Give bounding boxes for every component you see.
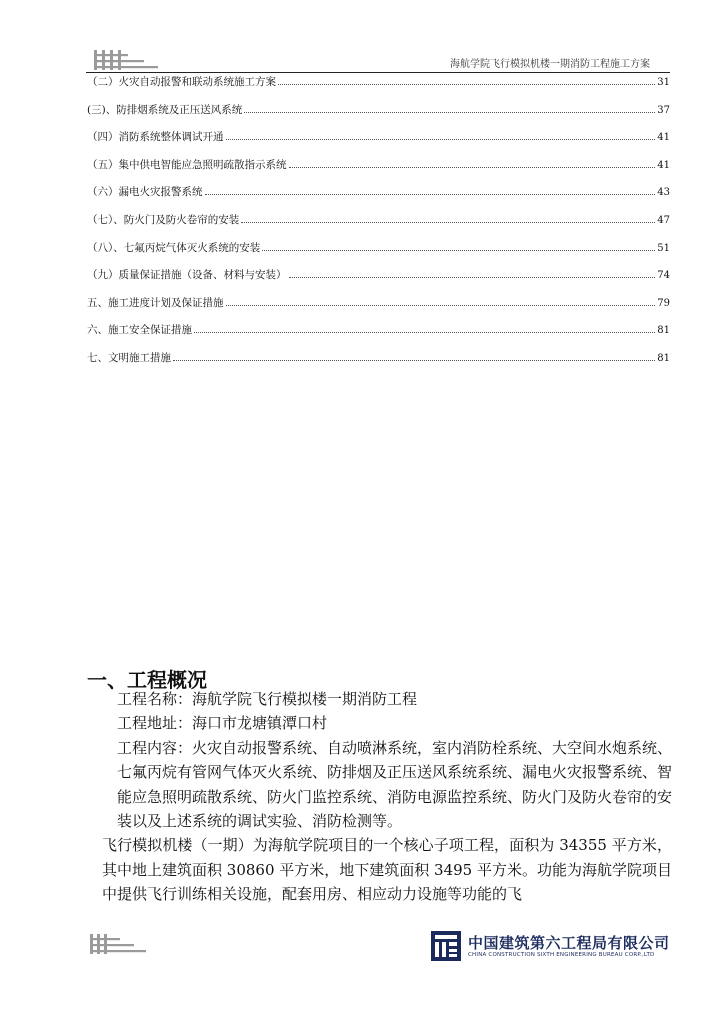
toc-entry-page: 41 xyxy=(657,132,670,144)
toc-entry-label: （二）火灾自动报警和联动系统施工方案 xyxy=(87,76,276,88)
toc-leader-dots xyxy=(205,193,656,195)
toc-entry[interactable] xyxy=(87,267,670,295)
toc-entry[interactable] xyxy=(87,240,670,268)
toc-entry-page: 51 xyxy=(657,242,670,254)
toc-leader-dots xyxy=(194,331,655,333)
toc-entry-label: （四）消防系统整体调试开通 xyxy=(87,131,224,144)
toc-entry[interactable] xyxy=(87,157,670,185)
toc-entry-label: 七、文明施工措施 xyxy=(87,351,171,364)
toc-leader-dots xyxy=(278,83,655,85)
toc-entry-label: （五）集中供电智能应急照明疏散指示系统 xyxy=(87,158,287,171)
toc-entry-label: 五、施工进度计划及保证措施 xyxy=(87,296,224,309)
toc-entry-page: 37 xyxy=(657,104,670,116)
company-name: 中国建筑第六工程局有限公司 xyxy=(468,934,670,952)
toc-entry-label: （六）漏电火灾报警系统 xyxy=(87,186,203,199)
toc-entry-page: 31 xyxy=(657,77,670,88)
project-overview-paragraph: 飞行模拟机楼（一期）为海航学院项目的一个核心子项工程，面积为 34355 平方米，其中地上建筑面积 30860 平方米，地下建筑面积 3495 平方米。功能为海航学院项目中提供飞行训练相关设施，配套用房、相应动力设施等功能的飞 xyxy=(102,836,672,904)
company-branding xyxy=(430,930,670,964)
toc-leader-dots xyxy=(289,276,656,278)
toc-entry-label: （八）、七氟丙烷气体灭火系统的安装 xyxy=(87,241,261,254)
company-english-name: CHINA CONSTRUCTION SIXTH ENGINEERING BUREAU CORP.,LTD xyxy=(468,952,655,958)
project-address-paragraph: 工程地址：海口市龙塘镇潭口村 xyxy=(117,714,328,733)
header-divider xyxy=(86,72,670,73)
toc-entry[interactable] xyxy=(87,295,670,323)
toc-entry[interactable] xyxy=(87,212,670,240)
header-title: 海航学院飞行模拟机楼一期消防工程施工方案 xyxy=(450,59,650,70)
toc-leader-dots xyxy=(226,304,656,306)
toc-entry-page: 79 xyxy=(657,297,670,309)
toc-leader-dots xyxy=(226,138,656,140)
toc-leader-dots xyxy=(173,359,655,361)
toc-entry-page: 81 xyxy=(657,352,670,364)
toc-entry-label: (三)、防排烟系统及正压送风系统 xyxy=(87,103,243,116)
toc-leader-dots xyxy=(289,166,656,168)
toc-leader-dots xyxy=(262,249,655,251)
toc-leader-dots xyxy=(241,221,655,223)
toc-entry-page: 43 xyxy=(657,187,670,199)
toc-entry-page: 81 xyxy=(657,325,670,337)
toc-entry-page: 41 xyxy=(657,159,670,171)
toc-entry[interactable] xyxy=(87,102,670,130)
section-heading: 一、工程概况 xyxy=(87,668,207,692)
toc-entry-label: （九）质量保证措施（设备、材料与安装） xyxy=(87,269,287,282)
header-logo-icon xyxy=(92,48,160,72)
footer-logo-icon xyxy=(88,932,148,956)
table-of-contents xyxy=(87,74,670,378)
toc-entry[interactable] xyxy=(87,322,670,350)
toc-entry-page: 47 xyxy=(657,214,670,226)
toc-entry[interactable] xyxy=(87,184,670,212)
toc-entry-label: （七）、防火门及防火卷帘的安装 xyxy=(87,213,240,226)
toc-entry[interactable] xyxy=(87,74,670,102)
cscec-emblem-icon xyxy=(430,930,462,962)
section-body xyxy=(87,687,672,907)
toc-entry[interactable] xyxy=(87,129,670,157)
toc-entry[interactable] xyxy=(87,350,670,378)
project-name-paragraph: 工程名称：海航学院飞行模拟楼一期消防工程 xyxy=(117,690,418,708)
toc-entry-page: 74 xyxy=(657,270,670,282)
toc-entry-label: 六、施工安全保证措施 xyxy=(87,324,192,337)
toc-leader-dots xyxy=(244,111,655,113)
project-scope-paragraph: 工程内容：火灾自动报警系统、自动喷淋系统，室内消防栓系统、大空间水炮系统、七氟丙烷有管网气体灭火系统、防排烟及正压送风系统系统、漏电火灾报警系统、智能应急照明疏散系统、防火门监控系统、消防电源监控系统、防火门及防火卷帘的安装以及上述系统的调试实验、消防检测等。 xyxy=(117,738,673,831)
